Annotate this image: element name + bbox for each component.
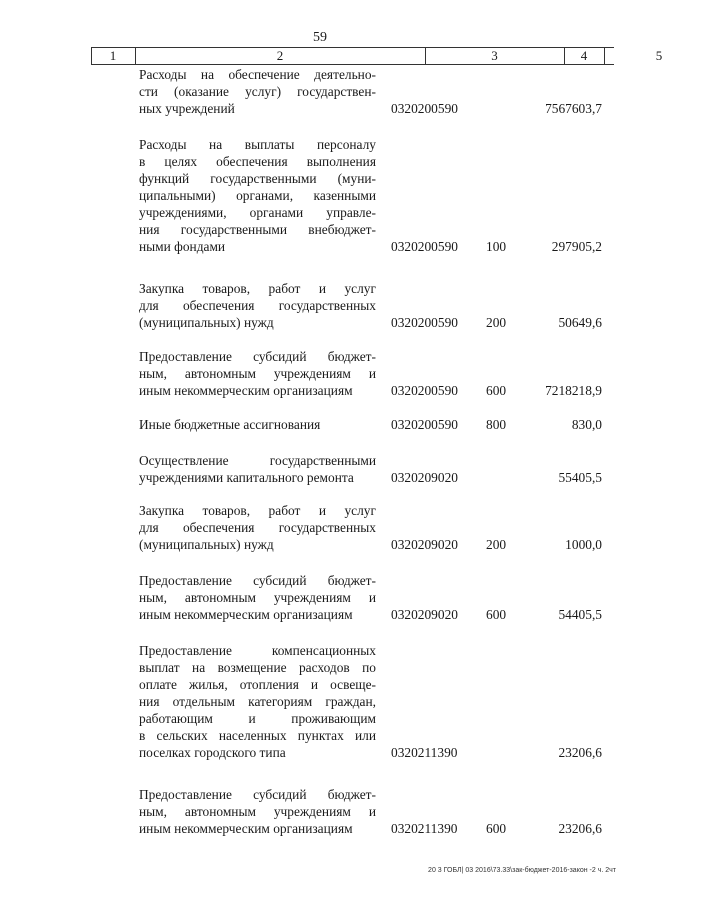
description-line: ципальными) органами, казенными: [139, 188, 376, 203]
description-line: Предоставление компенсационных: [139, 643, 376, 658]
description-line: ным, автономным учреждениям и: [139, 590, 376, 605]
amount-value: 830,0: [571, 417, 602, 432]
expense-type-code: 200: [486, 537, 507, 552]
amount-value: 23206,6: [558, 821, 602, 836]
header-col-1: 1: [109, 48, 117, 63]
amount-value: 55405,5: [558, 470, 602, 485]
expense-type-code: 600: [486, 383, 507, 398]
description-line: выплат на возмещение расходов по: [139, 660, 376, 675]
expense-type-code: 600: [486, 607, 507, 622]
description-line: ным, автономным учреждениям и: [139, 804, 376, 819]
row-description: [139, 502, 376, 553]
target-article-code: 0320211390: [391, 745, 458, 760]
amount-value: 1000,0: [565, 537, 602, 552]
description-line: поселках городского типа: [139, 745, 286, 760]
amount-value: 23206,6: [558, 745, 602, 760]
footer-file-path: 20 3 ГОБЛ| 03 2016\73.33\зак-бюджет-2016-закон -2 ч. 2чт: [428, 867, 616, 874]
description-line: Осуществление государственными: [139, 453, 376, 468]
description-line: Иные бюджетные ассигнования: [139, 417, 321, 432]
description-line: ния государственными внебюджет-: [139, 222, 376, 237]
row-description: [139, 572, 376, 623]
description-line: иным некоммерческим организациям: [139, 821, 353, 836]
description-line: Предоставление субсидий бюджет-: [139, 349, 376, 364]
amount-value: 297905,2: [551, 239, 602, 254]
description-line: Закупка товаров, работ и услуг: [139, 281, 376, 296]
amount-value: 7567603,7: [545, 101, 602, 116]
description-line: для обеспечения государственных: [139, 520, 376, 535]
amount-value: 50649,6: [558, 315, 602, 330]
expense-type-code: 600: [486, 821, 507, 836]
description-line: в сельских населенных пунктах или: [139, 728, 376, 743]
expense-type-code: 200: [486, 315, 507, 330]
header-col-4: 4: [580, 48, 588, 63]
expense-type-code: 800: [486, 417, 507, 432]
target-article-code: 0320209020: [391, 537, 458, 552]
header-col-5: 5: [655, 48, 663, 63]
description-line: учреждениями, органами управле-: [139, 205, 376, 220]
description-line: (муниципальных) нужд: [139, 537, 274, 552]
description-line: Предоставление субсидий бюджет-: [139, 787, 376, 802]
description-line: иным некоммерческим организациям: [139, 383, 353, 398]
description-line: Расходы на выплаты персоналу: [139, 137, 376, 152]
target-article-code: 0320200590: [391, 239, 458, 254]
description-line: сти (оказание услуг) государствен-: [139, 84, 376, 99]
description-line: Расходы на обеспечение деятельно-: [139, 67, 376, 82]
row-description: [139, 416, 376, 433]
amount-value: 54405,5: [558, 607, 602, 622]
amount-value: 7218218,9: [545, 383, 602, 398]
description-line: оплате жилья, отопления и освеще-: [139, 677, 376, 692]
row-description: [139, 452, 376, 486]
description-line: ных учреждений: [139, 101, 235, 116]
description-line: ным, автономным учреждениям и: [139, 366, 376, 381]
description-line: функций государственными (муни-: [139, 171, 376, 186]
row-description: [139, 280, 376, 331]
row-description: [139, 642, 376, 761]
description-line: работающим и проживающим: [139, 711, 376, 726]
description-line: ния отдельным категориям граждан,: [139, 694, 376, 709]
description-line: Закупка товаров, работ и услуг: [139, 503, 376, 518]
header-col-2: 2: [276, 48, 284, 63]
description-line: учреждениями капитального ремонта: [139, 470, 354, 485]
target-article-code: 0320209020: [391, 470, 458, 485]
row-description: [139, 66, 376, 117]
description-line: Предоставление субсидий бюджет-: [139, 573, 376, 588]
row-description: [139, 786, 376, 837]
description-line: в целях обеспечения выполнения: [139, 154, 376, 169]
description-line: иным некоммерческим организациям: [139, 607, 353, 622]
description-line: ными фондами: [139, 239, 226, 254]
row-description: [139, 348, 376, 399]
target-article-code: 0320200590: [391, 417, 458, 432]
row-description: [139, 136, 376, 255]
target-article-code: 0320209020: [391, 607, 458, 622]
target-article-code: 0320200590: [391, 383, 458, 398]
target-article-code: 0320200590: [391, 315, 458, 330]
description-line: (муниципальных) нужд: [139, 315, 274, 330]
table-header: [91, 47, 663, 65]
page-number: 59: [313, 30, 327, 45]
target-article-code: 0320211390: [391, 821, 458, 836]
target-article-code: 0320200590: [391, 101, 458, 116]
header-col-3: 3: [491, 48, 498, 63]
description-line: для обеспечения государственных: [139, 298, 376, 313]
expense-type-code: 100: [486, 239, 507, 254]
